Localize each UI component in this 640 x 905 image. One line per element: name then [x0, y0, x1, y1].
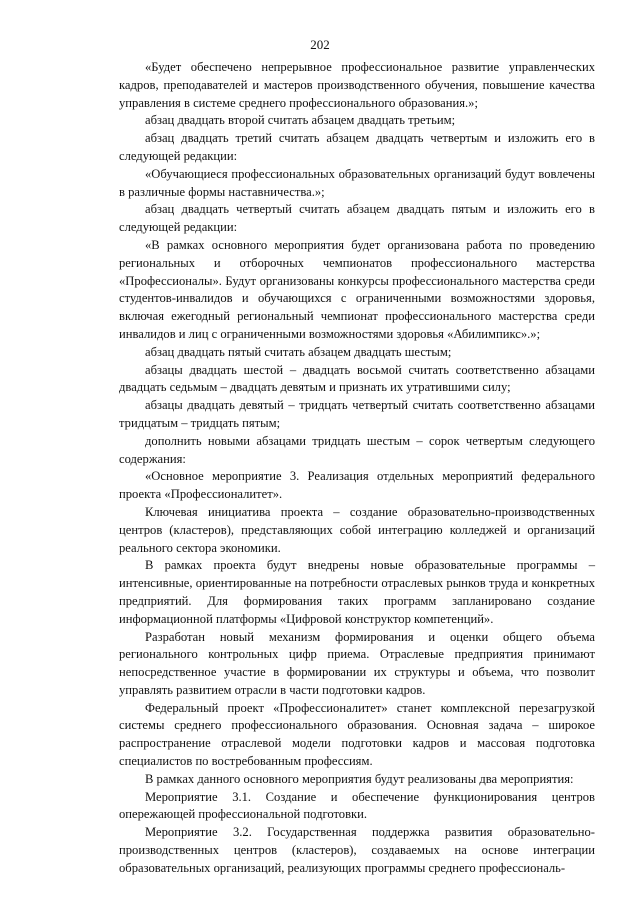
paragraph-5: абзац двадцать четвертый считать абзацем двадцать пятым и изложить его в следующей редакции: — [119, 202, 595, 235]
paragraph-14: Разработан новый механизм формирования и оценки общего объема регионального контрольных цифр приема. Отраслевые предприятия принимают непосредственное участие в формировании их структуры и объема, что позволит управлять развитием отрасли в части подготовки кадров. — [119, 629, 595, 697]
paragraph-2: абзац двадцать второй считать абзацем двадцать третьим; — [145, 113, 456, 128]
paragraph-8: абзацы двадцать шестой – двадцать восьмой считать соответственно абзацами двадцать седьмым – двадцать девятым и признать их утратившими силу; — [119, 362, 595, 395]
body-text — [119, 59, 595, 878]
paragraph-17: Мероприятие 3.1. Создание и обеспечение функционирования центров опережающей профессиональной подготовки. — [119, 789, 595, 822]
paragraph-7: абзац двадцать пятый считать абзацем двадцать шестым; — [145, 344, 452, 359]
paragraph-6: «В рамках основного мероприятия будет организована работа по проведению региональных и отборочных чемпионатов профессионального мастерства «Профессионалы». Будут организованы конкурсы профессионального мастерства среди студентов-инвалидов и обучающихся с ограниченными возможностями здоровья, включая ежегодный региональный чемпионат профессионального мастерства среди инвалидов и лиц с ограниченными возможностями здоровья «Абилимпикс».»; — [119, 237, 595, 341]
paragraph-15: Федеральный проект «Профессионалитет» станет комплексной перезагрузкой системы среднего профессионального образования. Основная задача – широкое распространение отраслевой модели подготовки кадров и массовая подготовка специалистов по востребованным профессиям. — [119, 700, 595, 769]
paragraph-9: абзацы двадцать девятый – тридцать четвертый считать соответственно абзацами тридцатым – тридцать пятым; — [119, 398, 595, 430]
paragraph-1: «Будет обеспечено непрерывное профессиональное развитие управленческих кадров, преподавателей и мастеров производственного обучения, повышение качества управления в системе среднего профессионального образования.»; — [119, 60, 595, 110]
paragraph-10: дополнить новыми абзацами тридцать шестым – сорок четвертым следующего содержания: — [119, 433, 595, 466]
paragraph-13: В рамках проекта будут внедрены новые образовательные программы – интенсивные, ориентированные на потребности отраслевых рынков труда и конкретных предприятий. Для формирования таких программ запланировано создание информационной платформы «Цифровой конструктор компетенций». — [119, 558, 595, 626]
paragraph-12: Ключевая инициатива проекта – создание образовательно-производственных центров (кластеров), представляющих собой интеграцию колледжей и организаций реального сектора экономики. — [119, 504, 595, 555]
paragraph-4: «Обучающиеся профессиональных образовательных организаций будут вовлечены в различные формы наставничества.»; — [119, 166, 595, 199]
paragraph-16: В рамках данного основного мероприятия будут реализованы два мероприятия: — [145, 771, 574, 786]
paragraph-18: Мероприятие 3.2. Государственная поддержка развития образовательно-производственных центров (кластеров), создаваемых на основе интеграции образовательных организаций, реализующих программы среднего профессиональ- — [119, 825, 595, 875]
paragraph-11: «Основное мероприятие 3. Реализация отдельных мероприятий федерального проекта «Профессионалитет». — [119, 469, 595, 502]
page-number: 202 — [310, 37, 330, 52]
paragraph-3: абзац двадцать третий считать абзацем двадцать четвертым и изложить его в следующей редакции: — [119, 131, 595, 163]
